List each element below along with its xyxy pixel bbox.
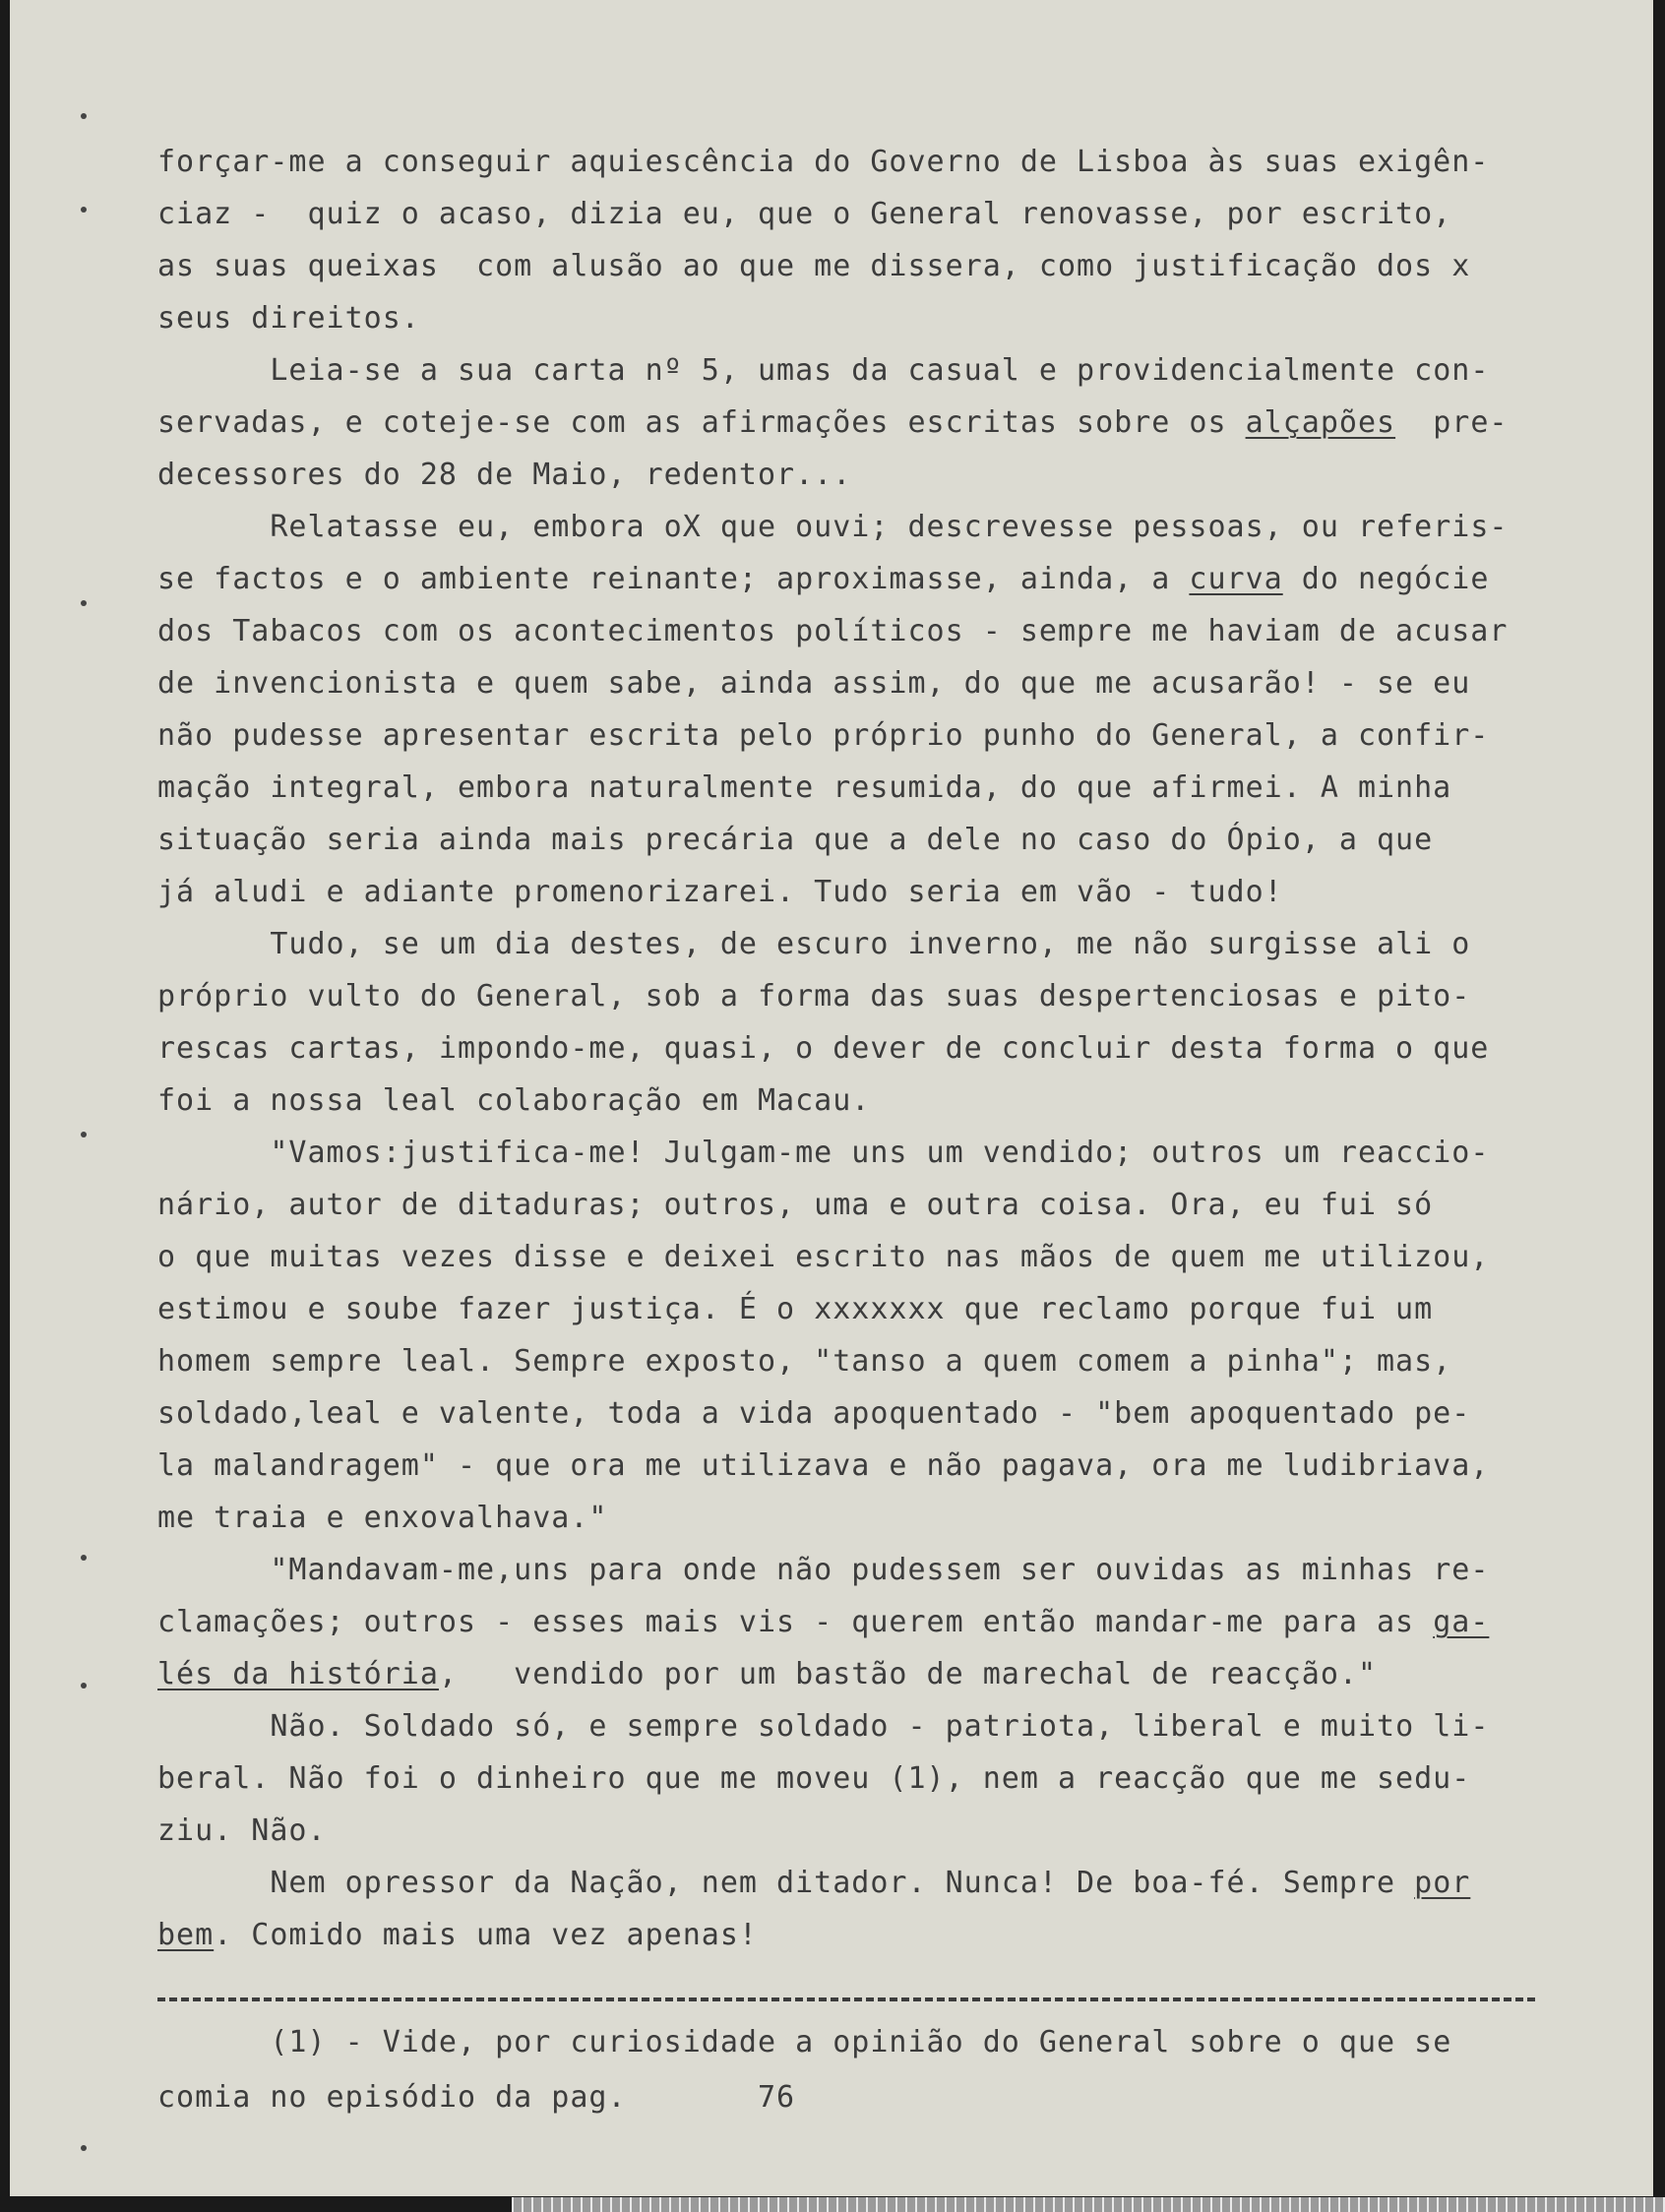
body-line-text: . Comido mais uma vez apenas! xyxy=(214,1918,758,1952)
body-line: Não. Soldado só, e sempre soldado - patriota, liberal e muito li- xyxy=(157,1709,1490,1744)
body-line: ciaz - quiz o acaso, dizia eu, que o General renovasse, por escrito, xyxy=(157,197,1452,231)
scale-ruler xyxy=(512,2197,1665,2212)
body-line: seus direitos. xyxy=(157,301,420,336)
body-line: próprio vulto do General, sob a forma das suas despertenciosas e pito- xyxy=(157,979,1471,1014)
binding-hole-mark xyxy=(81,600,87,606)
body-line: situação seria ainda mais precária que a dele no caso do Ópio, a que xyxy=(157,823,1434,857)
underlined-word: curva xyxy=(1189,562,1283,596)
footnote-separator xyxy=(157,1997,1535,2001)
body-line: dos Tabacos com os acontecimentos políticos - sempre me haviam de acusar xyxy=(157,614,1509,648)
body-line: foi a nossa leal colaboração em Macau. xyxy=(157,1083,871,1118)
body-line: forçar-me a conseguir aquiescência do Governo de Lisboa às suas exigên- xyxy=(157,145,1490,179)
body-line xyxy=(157,1909,1555,1961)
body-line-text: Nem opressor da Nação, nem ditador. Nunca! De boa-fé. Sempre xyxy=(157,1866,1415,1900)
body-line: beral. Não foi o dinheiro que me moveu (1), nem a reacção que me sedu- xyxy=(157,1761,1471,1796)
underlined-word: alçapões xyxy=(1245,405,1396,440)
body-line xyxy=(157,553,1555,605)
footnote-line: (1) - Vide, por curiosidade a opinião do General sobre o que se xyxy=(157,2025,1452,2059)
body-line: o que muitas vezes disse e deixei escrito nas mãos de quem me utilizou, xyxy=(157,1240,1490,1274)
body-line: as suas queixas com alusão ao que me dissera, como justificação dos x xyxy=(157,249,1471,283)
body-line xyxy=(157,397,1555,449)
underlined-word: lés da história xyxy=(157,1657,439,1691)
body-line xyxy=(157,1857,1555,1909)
body-line: Tudo, se um dia destes, de escuro inverno, me não surgisse ali o xyxy=(157,927,1471,961)
document-page xyxy=(10,0,1653,2196)
body-line: ziu. Não. xyxy=(157,1813,327,1848)
body-line-text: do negócie xyxy=(1282,562,1490,596)
binding-hole-mark xyxy=(81,1132,87,1137)
body-line: já aludi e adiante promenorizarei. Tudo seria em vão - tudo! xyxy=(157,875,1283,909)
body-line-text: clamações; outros - esses mais vis - querem então mandar-me para as xyxy=(157,1605,1434,1639)
body-line-text: se factos e o ambiente reinante; aproximasse, ainda, a xyxy=(157,562,1190,596)
body-line: "Mandavam-me,uns para onde não pudessem ser ouvidas as minhas re- xyxy=(157,1553,1490,1587)
body-line: estimou e soube fazer justiça. É o xxxxxxx que reclamo porque fui um xyxy=(157,1292,1434,1326)
body-line: Relatasse eu, embora oX que ouvi; descrevesse pessoas, ou referis- xyxy=(157,510,1509,544)
binding-hole-mark xyxy=(81,113,87,119)
body-line: mação integral, embora naturalmente resumida, do que afirmei. A minha xyxy=(157,770,1452,805)
underlined-word: bem xyxy=(157,1918,215,1952)
body-line xyxy=(157,1648,1555,1700)
body-line: rescas cartas, impondo-me, quasi, o dever de concluir desta forma o que xyxy=(157,1031,1490,1066)
body-line: de invencionista e quem sabe, ainda assim, do que me acusarão! - se eu xyxy=(157,666,1471,701)
body-line xyxy=(157,1596,1555,1648)
binding-hole-mark xyxy=(81,1555,87,1561)
body-line: la malandragem" - que ora me utilizava e não pagava, ora me ludibriava, xyxy=(157,1448,1490,1483)
body-line: decessores do 28 de Maio, redentor... xyxy=(157,458,852,492)
typewritten-body xyxy=(157,136,1555,1961)
body-line: não pudesse apresentar escrita pelo próprio punho do General, a confir- xyxy=(157,718,1490,753)
underlined-word: ga- xyxy=(1433,1605,1490,1639)
body-line: me traia e enxovalhava." xyxy=(157,1501,608,1535)
body-line: "Vamos:justifica-me! Julgam-me uns um vendido; outros um reaccio- xyxy=(157,1136,1490,1170)
body-line-text: , vendido por um bastão de marechal de reacção." xyxy=(438,1657,1378,1691)
footnote xyxy=(157,2015,1555,2125)
binding-hole-mark xyxy=(81,1683,87,1689)
body-line: nário, autor de ditaduras; outros, uma e outra coisa. Ora, eu fui só xyxy=(157,1188,1434,1222)
body-line: soldado,leal e valente, toda a vida apoquentado - "bem apoquentado pe- xyxy=(157,1396,1471,1431)
body-line-text: pre- xyxy=(1395,405,1509,440)
body-line-text: servadas, e coteje-se com as afirmações escritas sobre os xyxy=(157,405,1246,440)
footnote-line: comia no episódio da pag. 76 xyxy=(157,2080,796,2115)
body-line: homem sempre leal. Sempre exposto, "tanso a quem comem a pinha"; mas, xyxy=(157,1344,1452,1379)
binding-hole-mark xyxy=(81,2145,87,2151)
body-line: Leia-se a sua carta nº 5, umas da casual e providencialmente con- xyxy=(157,353,1490,388)
binding-hole-mark xyxy=(81,207,87,213)
underlined-word: por xyxy=(1414,1866,1471,1900)
